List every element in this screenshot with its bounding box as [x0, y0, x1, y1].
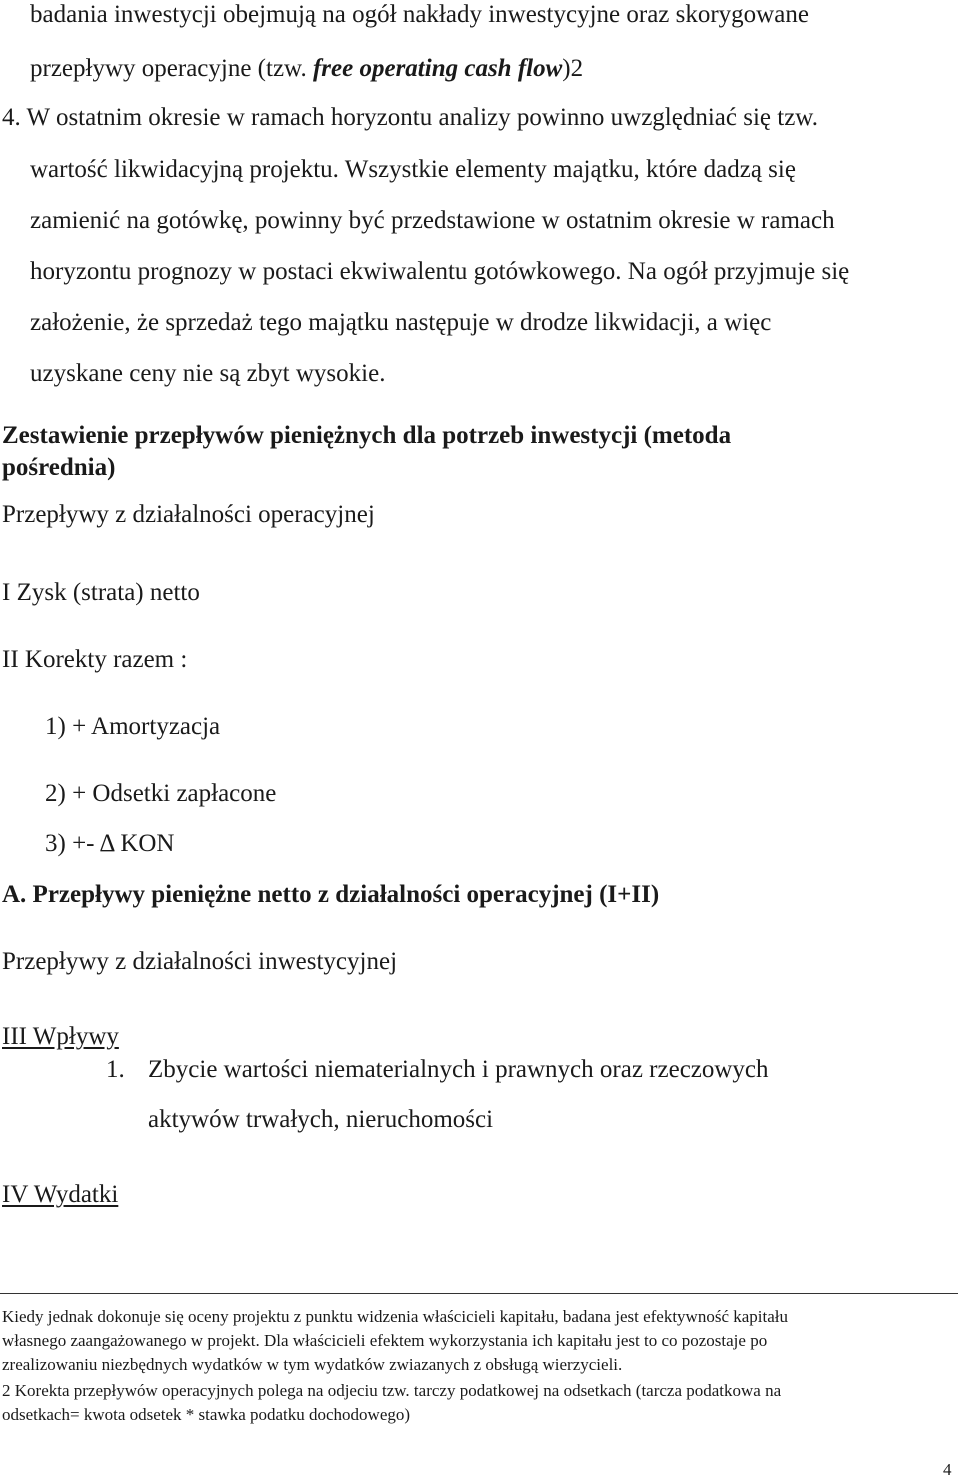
- subsection-heading: Przepływy z działalności inwestycyjnej: [2, 948, 398, 975]
- paragraph-line: [30, 54, 583, 84]
- paragraph-line: badania inwestycji obejmują na ogół nakłady inwestycyjne oraz skorygowane: [30, 1, 809, 28]
- section-title: Zestawienie przepływów pieniężnych dla potrzeb inwestycji (metoda: [2, 422, 732, 449]
- statement-item: II Korekty razem :: [2, 646, 188, 673]
- statement-total: A. Przepływy pieniężne netto z działalności operacyjnej (I+II): [2, 881, 660, 908]
- footnote-line: własnego zaangażowanego w projekt. Dla właścicieli efektem wykorzystania ich kapitału jest to co pozostaje po: [2, 1331, 768, 1350]
- statement-item: IV Wydatki: [2, 1181, 119, 1208]
- paragraph-line: założenie, że sprzedaż tego majątku następuje w drodze likwidacji, a więc: [30, 309, 772, 336]
- paragraph-line: horyzontu prognozy w postaci ekwiwalentu gotówkowego. Na ogół przyjmuje się: [30, 258, 850, 285]
- section-title: pośrednia): [2, 454, 116, 481]
- statement-subitem: Zbycie wartości niematerialnych i prawnych oraz rzeczowych: [148, 1056, 769, 1083]
- statement-subitem: aktywów trwałych, nieruchomości: [148, 1106, 494, 1133]
- footnote-line: zrealizowaniu niezbędnych wydatków w tym wydatków zwiazanych z obsługą wierzycieli.: [2, 1355, 623, 1374]
- footnote-reference: 2: [570, 55, 584, 82]
- subsection-heading: Przepływy z działalności operacyjnej: [2, 501, 375, 528]
- paragraph-line: zamienić na gotówkę, powinny być przedstawione w ostatnim okresie w ramach: [30, 207, 835, 234]
- page-number: 4: [943, 1460, 952, 1479]
- footnote-line: Kiedy jednak dokonuje się oceny projektu z punktu widzenia właścicieli kapitału, badana jest efektywność kapitału: [2, 1307, 789, 1326]
- paragraph-line: uzyskane ceny nie są zbyt wysokie.: [30, 360, 386, 387]
- footnote-number: 2: [2, 1381, 11, 1400]
- list-number: 1.: [106, 1056, 125, 1083]
- statement-subitem: 3) +- Δ KON: [45, 830, 175, 857]
- paragraph-text: przepływy operacyjne (tzw.: [30, 55, 313, 82]
- footnote-line: [2, 1380, 781, 1402]
- footnote-separator: [0, 1293, 958, 1294]
- paragraph-line: 4. W ostatnim okresie w ramach horyzontu analizy powinno uwzględniać się tzw.: [2, 104, 818, 131]
- paragraph-line: wartość likwidacyjną projektu. Wszystkie elementy majątku, które dadzą się: [30, 156, 796, 183]
- statement-item: I Zysk (strata) netto: [2, 579, 200, 606]
- italic-term: free operating cash flow: [312, 55, 563, 82]
- footnote-line: odsetkach= kwota odsetek * stawka podatku dochodowego): [2, 1405, 411, 1424]
- statement-item: III Wpływy: [2, 1023, 119, 1050]
- paragraph-text: ): [562, 55, 571, 82]
- footnote-text: Korekta przepływów operacyjnych polega na odjeciu tzw. tarczy podatkowej na odsetkach (tarcza podatkowa na: [10, 1381, 782, 1400]
- statement-subitem: 1) + Amortyzacja: [45, 713, 221, 740]
- statement-subitem: 2) + Odsetki zapłacone: [45, 780, 277, 807]
